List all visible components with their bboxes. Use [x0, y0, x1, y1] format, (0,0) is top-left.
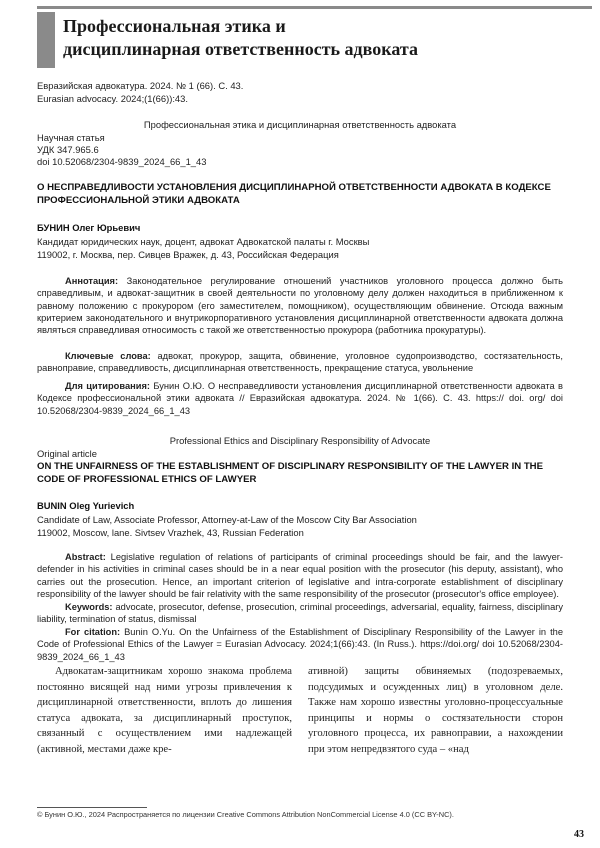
header-side-bar: [37, 12, 55, 68]
author-name-en: BUNIN Oleg Yurievich: [37, 500, 135, 511]
cite-en-text: Bunin O.Yu. On the Unfairness of the Establishment of Disciplinary Responsibility of the Lawyer in the Code of Professional Ethics of the Lawyer = Eurasian Advocacy. 2024;1(66):43. (In Russ.). https://doi.org/ doi 10.52068/2304-9839_2024_66_1_43: [37, 627, 563, 662]
keywords-en-text: advocate, prosecutor, defense, prosecution, criminal proceedings, adversarial, equality, fairness, disciplinary liability, termination of status, dismissal: [37, 602, 563, 625]
doi-ru: doi 10.52068/2304-9839_2024_66_1_43: [37, 156, 207, 167]
keywords-en-label: Keywords:: [65, 602, 113, 612]
keywords-ru-label: Ключевые слова:: [65, 351, 151, 361]
citation-en: Eurasian advocacy. 2024;(1(66)):43.: [37, 93, 188, 104]
section-heading-ru: Профессиональная этика и дисциплинарная ответственность адвоката: [143, 119, 457, 130]
author-address-ru: 119002, г. Москва, пер. Сивцев Вражек, д. 43, Российская Федерация: [37, 249, 339, 260]
cite-ru-label: Для цитирования:: [65, 381, 150, 391]
cite-en-label: For citation:: [65, 627, 121, 637]
running-header-line-2: дисциплинарная ответственность адвоката: [63, 39, 418, 59]
section-heading-en: Professional Ethics and Disciplinary Responsibility of Advocate: [169, 435, 431, 446]
article-type-ru: Научная статья: [37, 132, 105, 143]
cite-ru: [37, 380, 563, 417]
article-title-ru: О НЕСПРАВЕДЛИВОСТИ УСТАНОВЛЕНИЯ ДИСЦИПЛИНАРНОЙ ОТВЕТСТВЕННОСТИ АДВОКАТА В КОДЕКСЕ ПРОФЕССИОНАЛЬНОЙ ЭТИКИ АДВОКАТА: [37, 182, 551, 206]
article-type-en: Original article: [37, 448, 97, 459]
citation-ru: Евразийская адвокатура. 2024. № 1 (66). С. 43.: [37, 80, 244, 91]
running-header: [63, 15, 583, 61]
keywords-ru-text: адвокат, прокурор, защита, обвинение, уголовное судопроизводство, состязательность, равноправие, справедливость, дисциплинарная ответственность, прекращение статуса, увольнение: [37, 351, 563, 374]
abstract-ru-text: Законодательное регулирование отношений участников уголовного процесса должно быть справедливым, и адвокат-защитник в своей деятельности по уголовному делу должен находиться в приближенном к равному положению с прокурором (его заместителем, помощником), осуществляющим обвинение. Отсюда важным критерием законодательного и внутрикорпоративного установления дисциплинарной ответственности адвоката должна являться справедливая относимость с такой же ответственностью прокурора (работника прокуратуры).: [37, 276, 563, 336]
abstract-en-text: Legislative regulation of relations of participants of criminal proceedings should be fair, and the lawyer-defender in his activities in criminal cases should be in a near equal position with the prosecutor (his deputy, assistant), who carries out the prosecution. Hence, an important criterion of legislative and intra-corporate establishment of disciplinary responsibility of the lawyer should be fair relativity with the same responsibility of the prosecutor (prosecutor's office employee).: [37, 552, 563, 599]
license-footnote: © Бунин О.Ю., 2024 Распространяется по лицензии Creative Commons Attribution NonCommercial License 4.0 (CC BY-NC).: [37, 810, 454, 819]
header-top-rule: [37, 6, 592, 9]
cite-en: [37, 626, 563, 663]
author-affiliation-ru: Кандидат юридических наук, доцент, адвокат Адвокатской палаты г. Москвы: [37, 236, 370, 247]
keywords-ru: [37, 350, 563, 375]
abstract-en-label: Abstract:: [65, 552, 106, 562]
udc-code: УДК 347.965.6: [37, 144, 99, 155]
author-name-ru: БУНИН Олег Юрьевич: [37, 222, 141, 233]
body-column-right: ативной) защиты обвиняемых (подозреваемых, подсудимых и осужденных лиц) в уголовном деле. Также нам хорошо известны уголовно-процессуальные принципы и нормы о состязательности сторон уголовного процесса, их равноправии, а нахождении при этом непредвзятого суда – «над: [308, 666, 563, 755]
abstract-ru-label: Аннотация:: [65, 276, 119, 286]
author-affiliation-en: Candidate of Law, Associate Professor, Attorney-at-Law of the Moscow City Bar Association: [37, 514, 417, 525]
author-address-en: 119002, Moscow, lane. Sivtsev Vrazhek, 43, Russian Federation: [37, 527, 304, 538]
running-header-line-1: Профессиональная этика и: [63, 16, 286, 36]
page-number: 43: [574, 829, 584, 840]
abstract-en: [37, 551, 563, 600]
cite-ru-text: Бунин О.Ю. О несправедливости установления дисциплинарной ответственности адвоката в Кодексе профессиональной этики адвоката // Евразийская адвокатура. 2024. № 1(66). С. 43. https:// doi. org/ doi 10.52068/2304-9839_2024_66_1_43: [37, 381, 563, 416]
abstract-ru: [37, 275, 563, 336]
footnote-rule: [37, 807, 147, 808]
keywords-en: [37, 601, 563, 626]
body-column-left: Адвокатам-защитникам хорошо знакома проблема постоянно висящей над ними угрозы привлечения к дисциплинарной ответственности, вплоть до лишения статуса адвоката, за дисциплинарный проступок, связанный с осуществлением ими надлежащей (активной, местами даже кре-: [37, 666, 292, 755]
article-title-en: ON THE UNFAIRNESS OF THE ESTABLISHMENT OF DISCIPLINARY RESPONSIBILITY OF THE LAWYER IN THE CODE OF PROFESSIONAL ETHICS OF LAWYER: [37, 461, 544, 485]
